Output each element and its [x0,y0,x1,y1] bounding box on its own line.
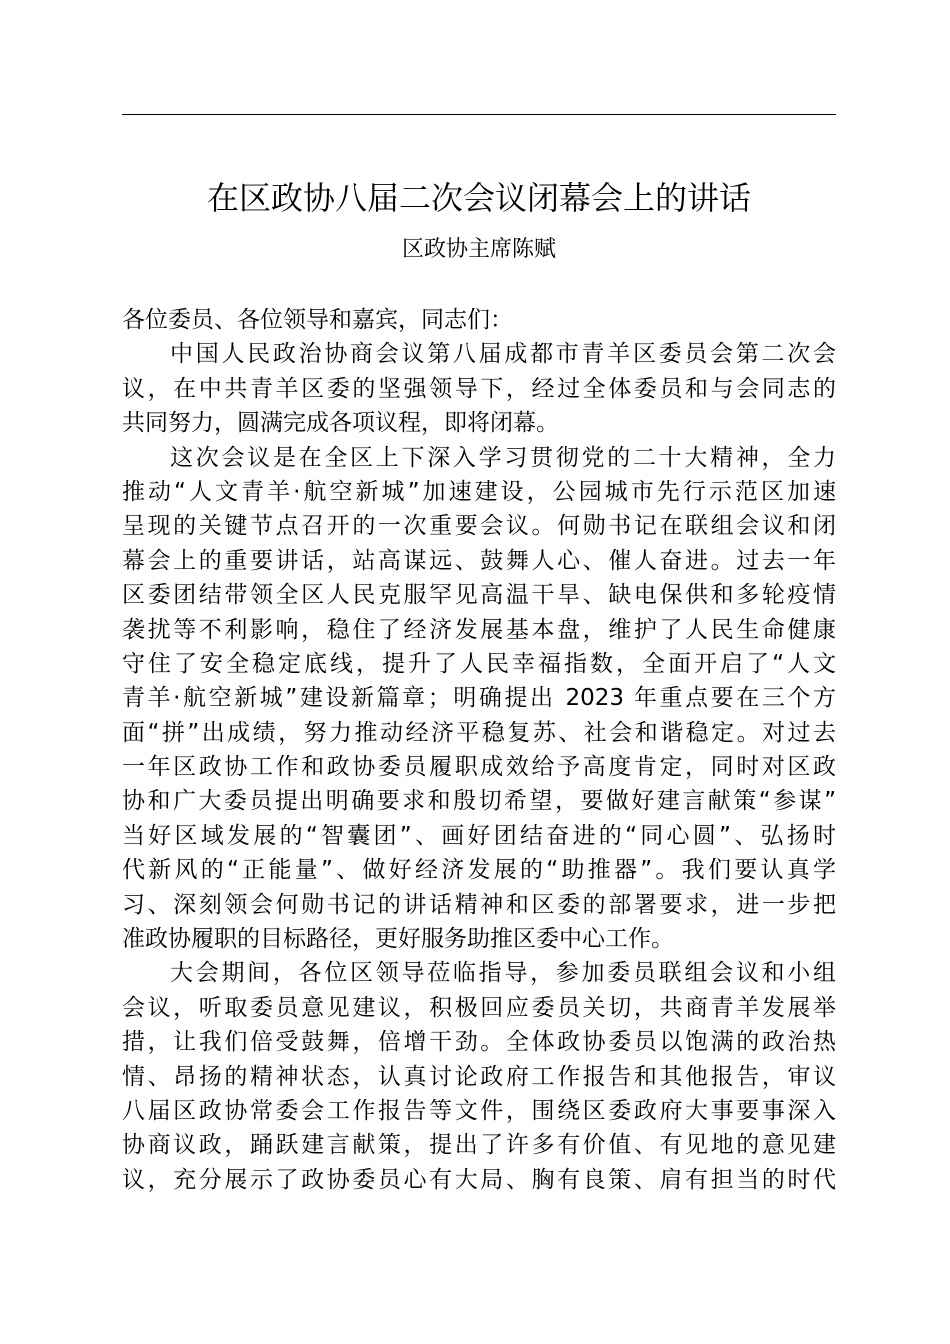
paragraph-3-line: 措，让我们倍受鼓舞，倍增干劲。全体政协委员以饱满的政治热 [122,1029,836,1056]
paragraph-2-line: 准政协履职的目标路径，更好服务助推区委中心工作。 [122,926,674,953]
paragraph-3-line: 协商议政，踊跃建言献策，提出了许多有价值、有见地的意见建 [122,1132,836,1159]
paragraph-2-line: 守住了安全稳定底线，提升了人民幸福指数，全面开启了“人文 [122,650,836,677]
document-title: 在区政协八届二次会议闭幕会上的讲话 [206,179,751,217]
paragraph-3-line: 会议，听取委员意见建议，积极回应委员关切，共商青羊发展举 [122,994,836,1021]
paragraph-3-line: 八届区政协常委会工作报告等文件，围绕区委政府大事要事深入 [122,1097,836,1124]
paragraph-2-line: 区委团结带领全区人民克服罕见高温干旱、缺电保供和多轮疫情 [122,582,836,609]
paragraph-2-line: 呈现的关键节点召开的一次重要会议。何勋书记在联组会议和闭 [122,513,836,540]
paragraph-3-line: 大会期间，各位区领导莅临指导，参加委员联组会议和小组 [170,960,836,987]
paragraph-3-line: 议，充分展示了政协委员心有大局、胸有良策、肩有担当的时代 [122,1166,836,1193]
paragraph-2-line: 这次会议是在全区上下深入学习贯彻党的二十大精神，全力 [170,444,836,471]
paragraph-2-line: 习、深刻领会何勋书记的讲话精神和区委的部署要求，进一步把 [122,891,836,918]
paragraph-2-line: 一年区政协工作和政协委员履职成效给予高度肯定，同时对区政 [122,754,836,781]
paragraph-1-line: 议，在中共青羊区委的坚强领导下，经过全体委员和与会同志的 [122,375,836,402]
paragraph-2-line: 幕会上的重要讲话，站高谋远、鼓舞人心、催人奋进。过去一年 [122,547,836,574]
paragraph-2-line: 当好区域发展的“智囊团”、画好团结奋进的“同心圆”、弘扬时 [122,822,836,849]
document-author: 区政协主席陈赋 [401,237,556,262]
document-body [122,303,836,1197]
paragraph-2-line: 代新风的“正能量”、做好经济发展的“助推器”。我们要认真学 [122,857,836,884]
paragraph-1-line: 共同努力，圆满完成各项议程，即将闭幕。 [122,410,559,437]
paragraph-1-line: 中国人民政治协商会议第八届成都市青羊区委员会第二次会 [170,341,836,368]
paragraph-2-line: 面“拼”出成绩，努力推动经济平稳复苏、社会和谐稳定。对过去 [122,719,836,746]
header-rule [122,114,836,115]
salutation: 各位委员、各位领导和嘉宾，同志们： [122,307,513,333]
paragraph-2-line: 青羊·航空新城”建设新篇章；明确提出 2023 年重点要在三个方 [122,685,836,712]
paragraph-3-line: 情、昂扬的精神状态，认真讨论政府工作报告和其他报告，审议 [122,1063,836,1090]
paragraph-2-line: 协和广大委员提出明确要求和殷切希望，要做好建言献策“参谋” [122,788,836,815]
paragraph-2-line: 推动“人文青羊·航空新城”加速建设，公园城市先行示范区加速 [122,478,836,505]
paragraph-2-line: 袭扰等不利影响，稳住了经济发展基本盘，维护了人民生命健康 [122,616,836,643]
